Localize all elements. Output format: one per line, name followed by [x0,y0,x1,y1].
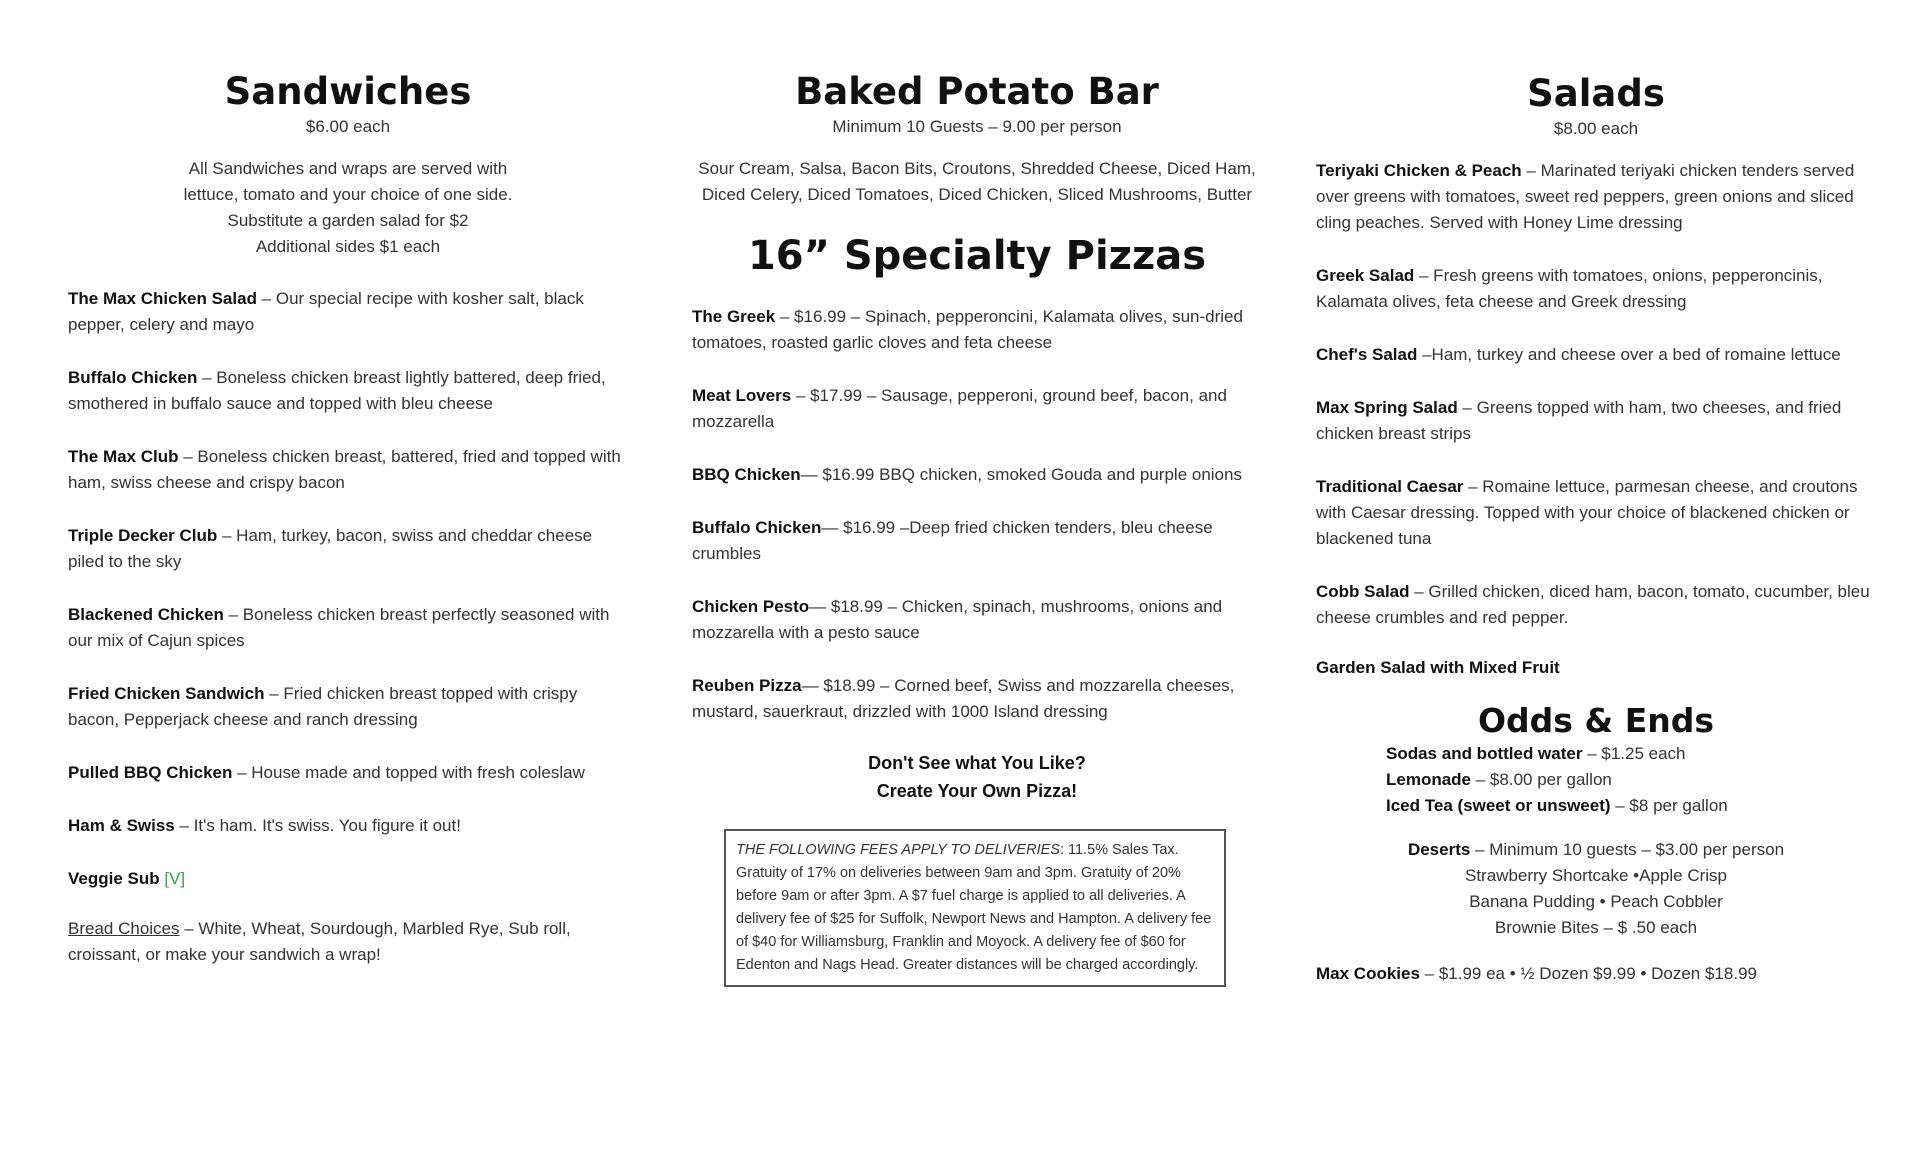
item-name: Max Spring Salad [1316,398,1458,417]
item-name: The Max Chicken Salad [68,289,257,308]
item-desc: – Greens topped with ham, two cheeses, and fried chicken breast strips [1316,398,1842,443]
veggie-sub-item [68,866,628,892]
item-name: Pulled BBQ Chicken [68,763,233,782]
item-desc: – Minimum 10 guests – $3.00 per person [1470,840,1785,859]
salad-item [1316,474,1876,552]
item-desc: – $8 per gallon [1610,796,1728,815]
menu-item [68,444,628,496]
deserts-heading [1316,837,1876,863]
callout-line: Create Your Own Pizza! [876,781,1078,801]
salads-price: $8.00 each [1553,119,1639,138]
drink-item [1386,793,1876,819]
cookies-item [1316,961,1876,987]
item-desc: – Ham, turkey, bacon, swiss and cheddar cheese piled to the sky [68,526,593,571]
item-name: Garden Salad with Mixed Fruit [1316,658,1560,677]
salad-item [1316,579,1876,631]
item-desc: — $18.99 – Chicken, spinach, mushrooms, onions and mozzarella with a pesto sauce [692,597,1223,642]
item-desc: — $16.99 –Deep fried chicken tenders, bleu cheese crumbles [692,518,1213,563]
item-desc: – $17.99 – Sausage, pepperoni, ground beef, bacon, and mozzarella [692,386,1227,431]
item-desc: – $1.25 each [1582,744,1686,763]
drink-item [1386,741,1876,767]
intro-line: All Sandwiches and wraps are served with [188,159,508,178]
item-desc: – $8.00 per gallon [1471,770,1612,789]
pizza-item [692,462,1262,488]
item-name: Iced Tea (sweet or unsweet) [1386,796,1611,815]
pizzas-title: 16” Specialty Pizzas [747,233,1207,279]
salads-section [1316,0,1876,987]
pizza-item [692,304,1262,356]
item-desc: – Boneless chicken breast perfectly seasoned with our mix of Cajun spices [68,605,610,650]
deserts-line: Brownie Bites – $ .50 each [1494,918,1698,937]
bread-choices-label: Bread Choices [68,919,180,938]
item-desc: – Boneless chicken breast lightly battered, deep fried, smothered in buffalo sauce and topped with bleu cheese [68,368,606,413]
salad-item [1316,158,1876,236]
item-desc: – Marinated teriyaki chicken tenders served over greens with tomatoes, sweet red peppers, green onions and sliced cling peaches. Served with Honey Lime dressing [1316,161,1855,232]
middle-section [692,0,1262,987]
pizza-item [692,673,1262,725]
odds-ends-title: Odds & Ends [1478,701,1714,740]
item-desc: – It's ham. It's swiss. You figure it out! [174,816,461,835]
item-desc: — $18.99 – Corned beef, Swiss and mozzarella cheeses, mustard, sauerkraut, drizzled with 1000 Island dressing [692,676,1235,721]
item-name: Sodas and bottled water [1386,744,1583,763]
drink-item [1386,767,1876,793]
item-name: The Greek [692,307,776,326]
menu-item [68,813,628,839]
item-name: Reuben Pizza [692,676,802,695]
item-name: Buffalo Chicken [692,518,822,537]
potato-bar-toppings: Sour Cream, Salsa, Bacon Bits, Croutons, Shredded Cheese, Diced Ham, Diced Celery, Diced Tomatoes, Diced Chicken, Sliced Mushrooms, Butter [698,159,1256,204]
intro-line: lettuce, tomato and your choice of one side. [183,185,513,204]
callout-line: Don't See what You Like? [868,753,1086,773]
item-name: Meat Lovers [692,386,792,405]
item-name: Max Cookies [1316,964,1420,983]
item-name: Fried Chicken Sandwich [68,684,265,703]
item-name: Deserts [1407,840,1471,859]
create-pizza-callout [692,749,1262,805]
vegetarian-tag: [V] [164,869,186,888]
item-name: Triple Decker Club [68,526,218,545]
salad-item [1316,263,1876,315]
menu-item [68,602,628,654]
item-desc: – Romaine lettuce, parmesan cheese, and croutons with Caesar dressing. Topped with your choice of blackened chicken or blackened tuna [1316,477,1858,548]
item-desc: – Our special recipe with kosher salt, black pepper, celery and mayo [68,289,584,334]
menu-item [68,286,628,338]
item-name: Chef's Salad [1316,345,1418,364]
sandwiches-section [68,0,628,968]
item-desc: –Ham, turkey and cheese over a bed of romaine lettuce [1417,345,1841,364]
menu-item [68,760,628,786]
intro-line: Substitute a garden salad for $2 [227,211,469,230]
potato-bar-title: Baked Potato Bar [795,70,1159,113]
bread-choices-desc: – White, Wheat, Sourdough, Marbled Rye, Sub roll, croissant, or make your sandwich a wrap! [68,919,571,964]
deserts-line: Strawberry Shortcake •Apple Crisp [1465,866,1727,885]
delivery-fees-box [724,829,1226,987]
pizza-item [692,383,1262,435]
item-name: Veggie Sub [68,869,160,888]
item-desc: – $1.99 ea • ½ Dozen $9.99 • Dozen $18.99 [1419,964,1757,983]
item-name: Cobb Salad [1316,582,1410,601]
intro-line: Additional sides $1 each [255,237,441,256]
menu-item [68,681,628,733]
deserts-block [1316,837,1876,941]
menu-item [68,523,628,575]
sandwiches-price: $6.00 each [305,117,391,136]
potato-bar-price: Minimum 10 Guests – 9.00 per person [832,117,1122,136]
item-desc: – $16.99 – Spinach, pepperoncini, Kalamata olives, sun-dried tomatoes, roasted garlic cloves and feta cheese [692,307,1243,352]
item-name: Buffalo Chicken [68,368,198,387]
salad-item [1316,395,1876,447]
pizza-item [692,515,1262,567]
menu-item [68,365,628,417]
item-name: Lemonade [1386,770,1472,789]
salads-title: Salads [1527,72,1665,115]
item-name: BBQ Chicken [692,465,801,484]
sandwiches-title: Sandwiches [224,70,472,113]
deserts-line: Banana Pudding • Peach Cobbler [1469,892,1723,911]
fees-heading: THE FOLLOWING FEES APPLY TO DELIVERIES [736,842,1060,858]
item-name: Traditional Caesar [1316,477,1464,496]
item-desc: – Fried chicken breast topped with crispy bacon, Pepperjack cheese and ranch dressing [68,684,578,729]
salad-item [1316,342,1876,368]
item-desc: – House made and topped with fresh coleslaw [232,763,585,782]
fees-text: : 11.5% Sales Tax. Gratuity of 17% on deliveries between 9am and 3pm. Gratuity of 20% before 9am or after 3pm. A $7 fuel charge is applied to all deliveries. A delivery fee of $25 for Suffolk, Newport News and Hampton. A delivery fee of $40 for Williamsburg, Franklin and Moyock. A delivery fee of $60 for Edenton and Nags Head. Greater distances will be charged accordingly. [736,842,1212,973]
sandwiches-intro [68,156,628,260]
garden-salad-item [1316,655,1876,681]
bread-choices [68,916,628,968]
item-name: The Max Club [68,447,179,466]
item-desc: – Boneless chicken breast, battered, fried and topped with ham, swiss cheese and crispy bacon [68,447,621,492]
item-name: Greek Salad [1316,266,1415,285]
item-name: Teriyaki Chicken & Peach [1316,161,1522,180]
pizza-item [692,594,1262,646]
item-name: Ham & Swiss [68,816,175,835]
item-desc: – Grilled chicken, diced ham, bacon, tomato, cucumber, bleu cheese crumbles and red pepper. [1316,582,1870,627]
item-name: Blackened Chicken [68,605,224,624]
item-desc: – Fresh greens with tomatoes, onions, pepperoncinis, Kalamata olives, feta cheese and Greek dressing [1316,266,1823,311]
item-name: Chicken Pesto [692,597,810,616]
item-desc: — $16.99 BBQ chicken, smoked Gouda and purple onions [800,465,1242,484]
drinks-list [1386,741,1876,819]
